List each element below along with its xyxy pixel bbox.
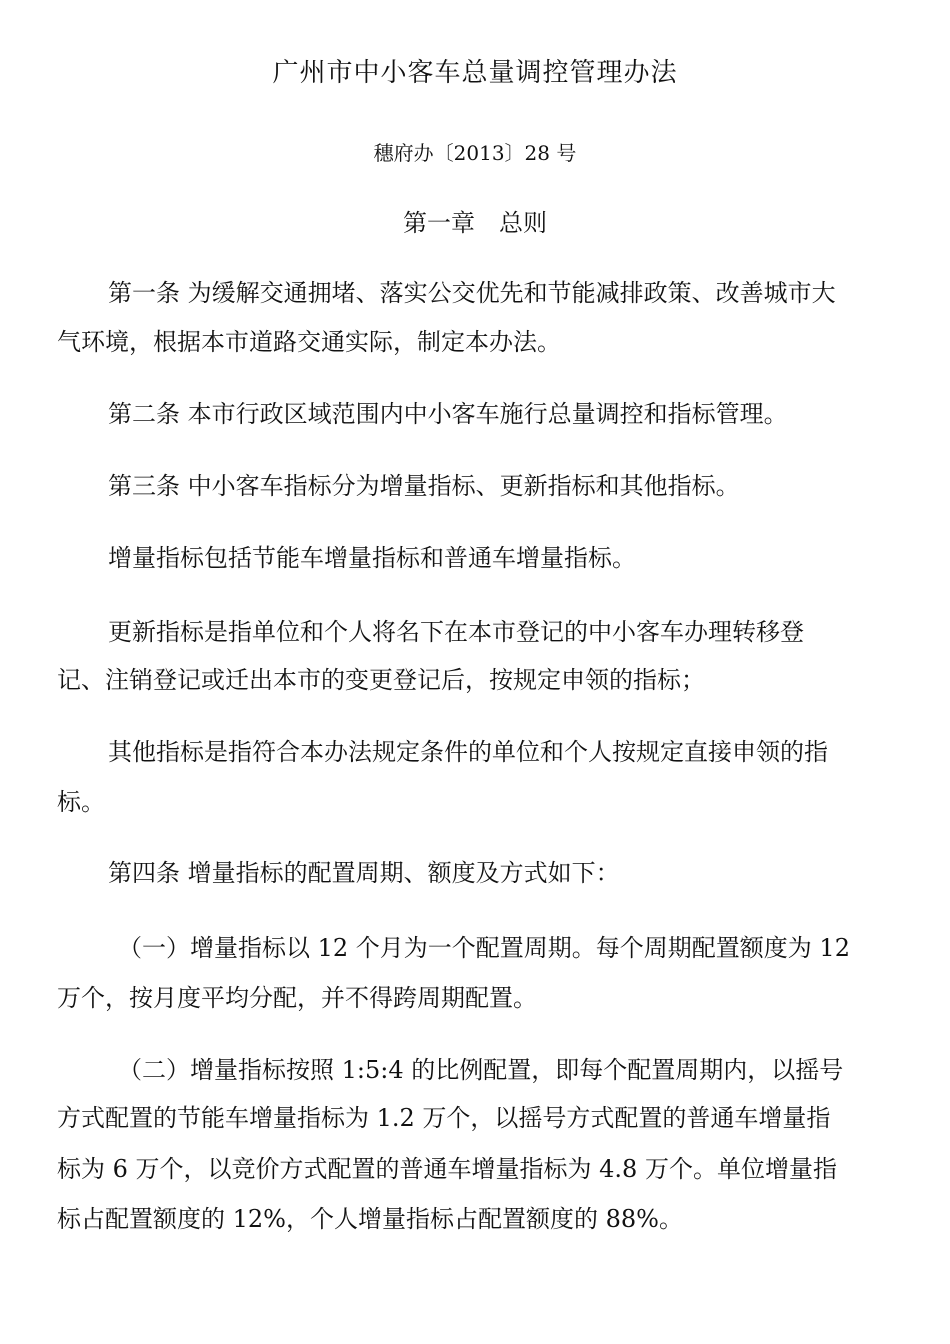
- article-3-line-1: 第三条 中小客车指标分为增量指标、更新指标和其他指标。: [108, 472, 740, 500]
- chapter-name: 总则: [499, 209, 547, 237]
- item-2-line-3: 标为 6 万个，以竞价方式配置的普通车增量指标为 4.8 万个。单位增量指: [57, 1155, 837, 1183]
- article-4-line-1: 第四条 增量指标的配置周期、额度及方式如下：: [108, 859, 620, 887]
- article-2-line-1: 第二条 本市行政区域范围内中小客车施行总量调控和指标管理。: [108, 400, 788, 428]
- item-2-line-2: 方式配置的节能车增量指标为 1.2 万个，以摇号方式配置的普通车增量指: [57, 1104, 831, 1132]
- chapter-label: 第一章: [403, 209, 475, 237]
- item-2-line-1: （二）增量指标按照 1:5:4 的比例配置，即每个配置周期内，以摇号: [118, 1056, 844, 1084]
- item-1-line-1: （一）增量指标以 12 个月为一个配置周期。每个周期配置额度为 12: [118, 934, 850, 962]
- article-1-line-1: 第一条 为缓解交通拥堵、落实公交优先和节能减排政策、改善城市大: [108, 279, 836, 307]
- other-quota-line-1: 其他指标是指符合本办法规定条件的单位和个人按规定直接申领的指: [108, 738, 828, 766]
- other-quota-line-2: 标。: [57, 788, 105, 816]
- renewal-quota-line-1: 更新指标是指单位和个人将名下在本市登记的中小客车办理转移登: [108, 618, 804, 646]
- document-title: 广州市中小客车总量调控管理办法: [272, 58, 678, 88]
- article-1-line-2: 气环境，根据本市道路交通实际，制定本办法。: [57, 328, 561, 356]
- item-2-line-4: 标占配置额度的 12%，个人增量指标占配置额度的 88%。: [57, 1205, 683, 1233]
- incremental-quota-paragraph: 增量指标包括节能车增量指标和普通车增量指标。: [108, 544, 636, 572]
- renewal-quota-line-2: 记、注销登记或迁出本市的变更登记后，按规定申领的指标；: [57, 666, 705, 694]
- item-1-line-2: 万个，按月度平均分配，并不得跨周期配置。: [57, 984, 537, 1012]
- document-number: 穗府办〔2013〕28 号: [373, 141, 577, 165]
- chapter-heading: [0, 203, 950, 238]
